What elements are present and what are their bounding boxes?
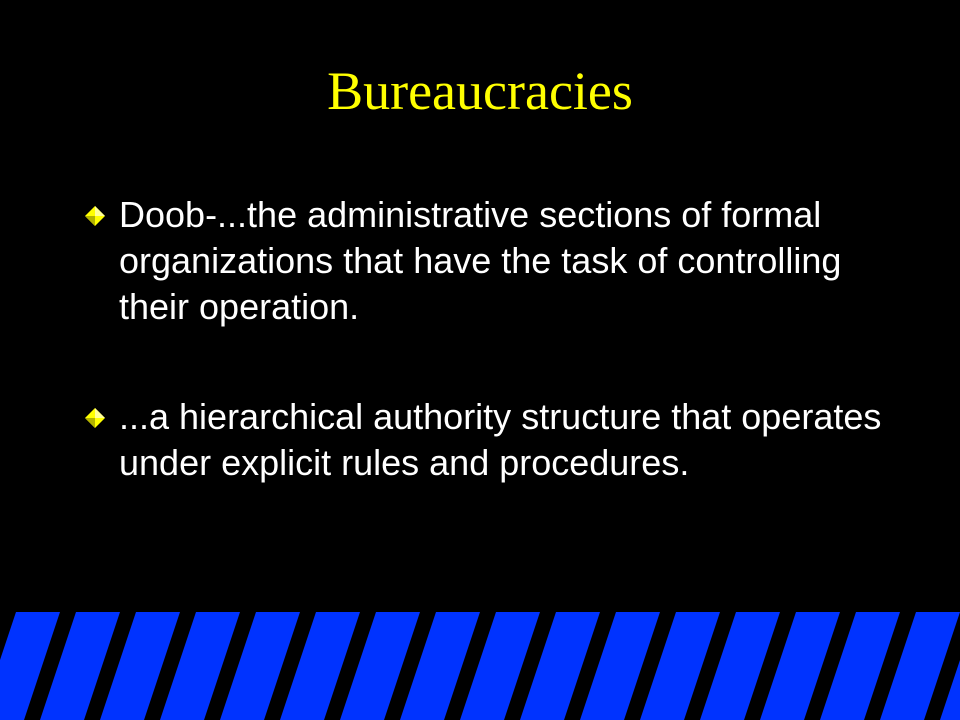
- diamond-bullet-icon: [84, 407, 106, 429]
- bullet-text: Doob-...the administrative sections of formal organizations that have the task of controlling their operation.: [119, 194, 842, 327]
- decorative-stripe-band: [0, 612, 960, 720]
- bullet-list: [84, 192, 884, 486]
- bullet-item: [84, 394, 884, 486]
- bullet-item: [84, 192, 884, 330]
- bullet-text: ...a hierarchical authority structure that operates under explicit rules and procedures.: [119, 396, 882, 483]
- stripe-group: [0, 612, 960, 720]
- slide-title: Bureaucracies: [327, 61, 633, 121]
- diamond-bullet-icon: [84, 205, 106, 227]
